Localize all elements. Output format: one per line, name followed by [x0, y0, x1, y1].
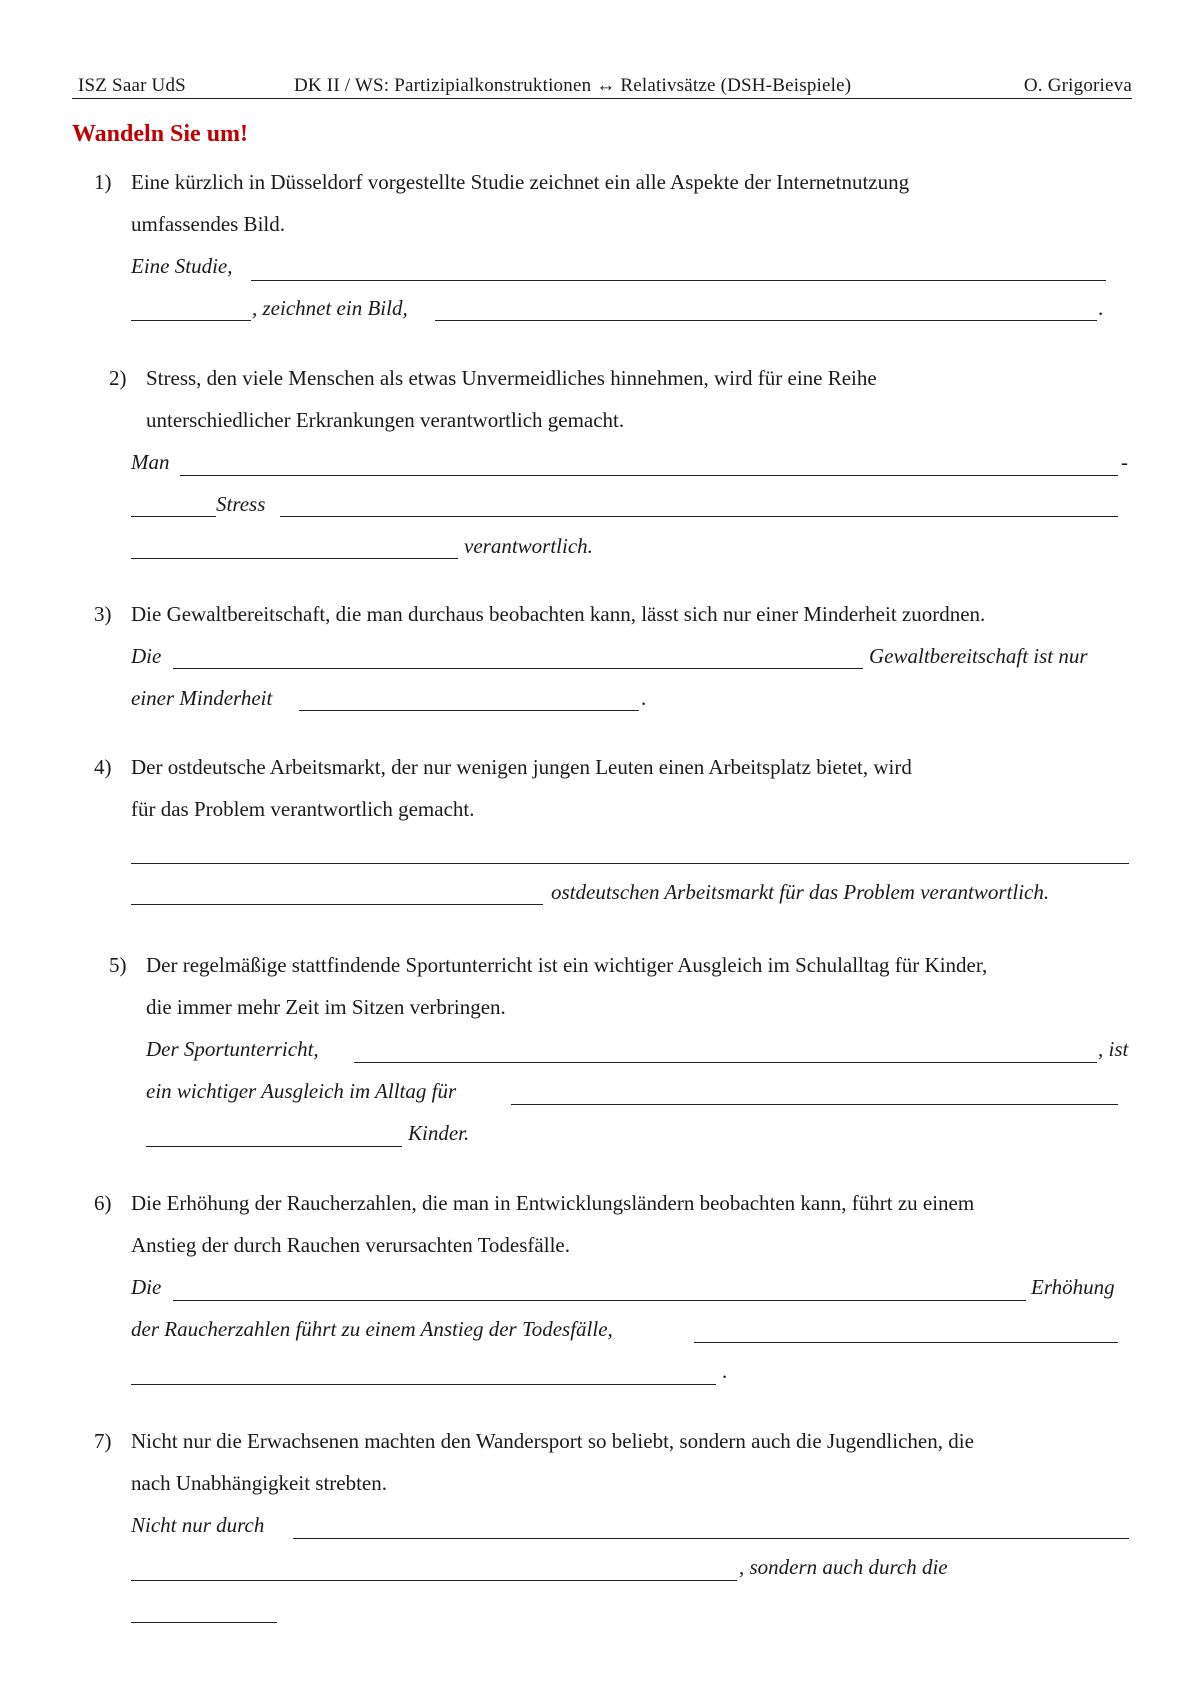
- prompt-text: Kinder.: [408, 1121, 470, 1145]
- exercise-number: 4): [94, 755, 112, 779]
- prompt-text: verantwortlich.: [464, 534, 593, 558]
- header-institution: ISZ Saar UdS: [78, 75, 186, 96]
- answer-line[interactable]: [293, 1538, 1129, 1539]
- prompt-text: ostdeutschen Arbeitsmarkt für das Problem verantwortlich.: [551, 880, 1050, 904]
- prompt-text: .: [1098, 296, 1104, 320]
- answer-line[interactable]: [251, 280, 1106, 281]
- exercise-text: Die Erhöhung der Raucherzahlen, die man in Entwicklungsländern beobachten kann, führt zu einem: [131, 1191, 975, 1215]
- exercise-text: umfassendes Bild.: [131, 212, 285, 236]
- answer-line[interactable]: [435, 320, 1097, 321]
- exercise-number: 3): [94, 602, 112, 626]
- prompt-text: Erhöhung: [1031, 1275, 1115, 1299]
- answer-line[interactable]: [131, 863, 1129, 864]
- prompt-text: Nicht nur durch: [131, 1513, 265, 1537]
- answer-line[interactable]: [146, 1146, 402, 1147]
- answer-line[interactable]: [131, 1384, 716, 1385]
- prompt-text: ein wichtiger Ausgleich im Alltag für: [146, 1079, 457, 1103]
- exercise-text: nach Unabhängigkeit strebten.: [131, 1471, 387, 1495]
- exercise-text: Die Gewaltbereitschaft, die man durchaus beobachten kann, lässt sich nur einer Minderheit zuordnen.: [131, 602, 986, 626]
- prompt-text: , sondern auch durch die: [739, 1555, 948, 1579]
- prompt-text: Die: [131, 644, 162, 668]
- prompt-text: -: [1121, 450, 1128, 474]
- prompt-text: Der Sportunterricht,: [146, 1037, 319, 1061]
- exercise-text: für das Problem verantwortlich gemacht.: [131, 797, 475, 821]
- answer-line[interactable]: [131, 516, 216, 517]
- answer-line[interactable]: [280, 516, 1118, 517]
- prompt-text: , ist: [1098, 1037, 1129, 1061]
- prompt-text: Die: [131, 1275, 162, 1299]
- exercise-number: 2): [109, 366, 127, 390]
- exercise-number: 1): [94, 170, 112, 194]
- exercise-text: Anstieg der durch Rauchen verursachten Todesfälle.: [131, 1233, 570, 1257]
- exercise-text: Nicht nur die Erwachsenen machten den Wandersport so beliebt, sondern auch die Jugendlichen, die: [131, 1429, 974, 1453]
- prompt-text: der Raucherzahlen führt zu einem Anstieg der Todesfälle,: [131, 1317, 613, 1341]
- answer-line[interactable]: [511, 1104, 1118, 1105]
- answer-line[interactable]: [131, 1580, 737, 1581]
- exercise-number: 5): [109, 953, 127, 977]
- answer-line[interactable]: [354, 1062, 1097, 1063]
- prompt-text: Man: [131, 450, 170, 474]
- answer-line[interactable]: [299, 710, 639, 711]
- prompt-text: Eine Studie,: [131, 254, 233, 278]
- answer-line[interactable]: [131, 320, 251, 321]
- answer-line[interactable]: [131, 558, 458, 559]
- exercise-text: Der regelmäßige stattfindende Sportunterricht ist ein wichtiger Ausgleich im Schulalltag für Kinder,: [146, 953, 988, 977]
- answer-line[interactable]: [694, 1342, 1118, 1343]
- exercise-text: Eine kürzlich in Düsseldorf vorgestellte Studie zeichnet ein alle Aspekte der Internetnutzung: [131, 170, 910, 194]
- exercise-text: die immer mehr Zeit im Sitzen verbringen.: [146, 995, 506, 1019]
- exercise-number: 6): [94, 1191, 112, 1215]
- prompt-text: .: [722, 1359, 728, 1383]
- exercise-text: Der ostdeutsche Arbeitsmarkt, der nur wenigen jungen Leuten einen Arbeitsplatz bietet, wird: [131, 755, 912, 779]
- answer-line[interactable]: [131, 1622, 277, 1623]
- header-course: DK II / WS: Partizipialkonstruktionen ↔ Relativsätze (DSH-Beispiele): [294, 75, 852, 96]
- answer-line[interactable]: [173, 668, 863, 669]
- prompt-text: , zeichnet ein Bild,: [252, 296, 408, 320]
- answer-line[interactable]: [180, 475, 1118, 476]
- header-author: O. Grigorieva: [1023, 75, 1132, 96]
- exercise-number: 7): [94, 1429, 112, 1453]
- answer-line[interactable]: [131, 904, 543, 905]
- prompt-text: Gewaltbereitschaft ist nur: [869, 644, 1088, 668]
- answer-line[interactable]: [173, 1300, 1026, 1301]
- prompt-text: einer Minderheit: [131, 686, 273, 710]
- prompt-text: Stress: [216, 492, 266, 516]
- exercise-text: unterschiedlicher Erkrankungen verantwortlich gemacht.: [146, 408, 625, 432]
- exercise-text: Stress, den viele Menschen als etwas Unvermeidliches hinnehmen, wird für eine Reihe: [146, 366, 877, 390]
- page-header: [72, 74, 1132, 99]
- prompt-text: .: [641, 686, 647, 710]
- page-title: Wandeln Sie um!: [72, 121, 249, 147]
